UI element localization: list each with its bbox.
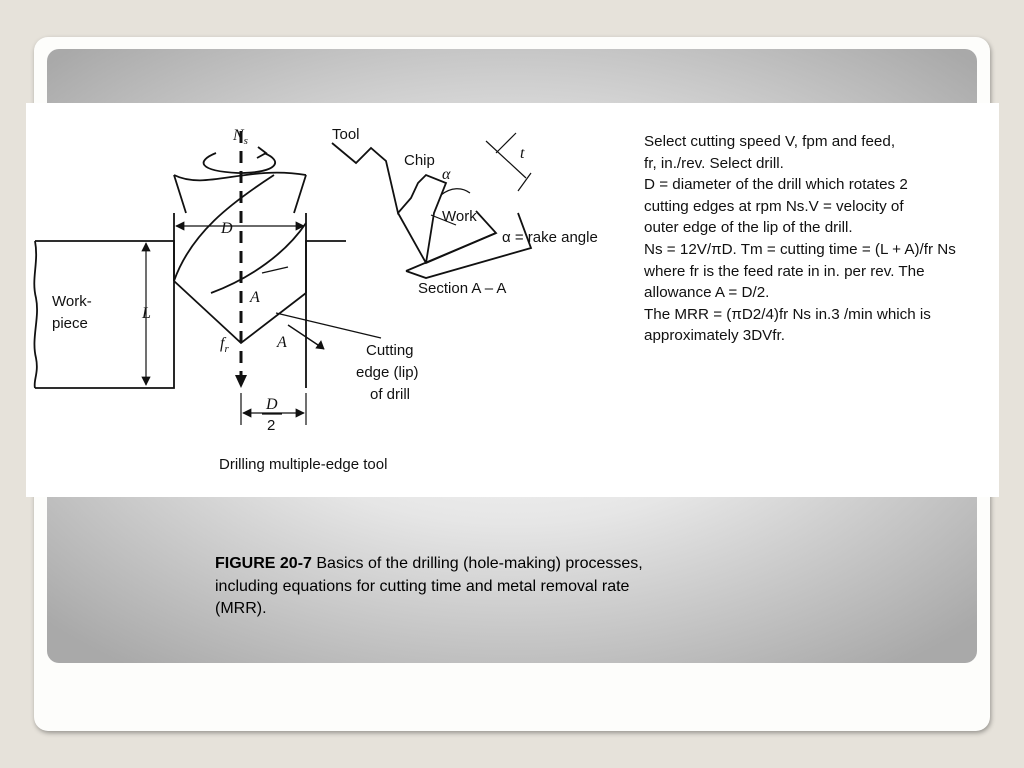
section-mark-lower: A xyxy=(277,334,287,351)
tool-label: Tool xyxy=(332,126,360,143)
feed-arrowhead xyxy=(235,375,247,388)
figure-number: FIGURE 20-7 xyxy=(215,555,312,572)
caption-text: Basics of the drilling (hole-making) processes, including equations for cutting time and metal removal rate (MRR). xyxy=(215,555,643,617)
chip-label: Chip xyxy=(404,152,435,169)
cutting-edge-label-line1: Cutting xyxy=(366,342,414,359)
rake-angle-label: α = rake angle xyxy=(502,229,598,246)
rotation-arrowhead xyxy=(257,147,266,158)
feed-label: $f_r$ xyxy=(220,335,229,355)
workpiece-break-line xyxy=(34,241,37,388)
cutting-edge-label-line3: of drill xyxy=(370,386,411,403)
depth-label: L xyxy=(142,305,151,322)
rotation-label: $N_s$ xyxy=(233,127,248,147)
description-line: Ns = 12V/πD. Tm = cutting time = (L + A)/fr Ns xyxy=(644,240,956,258)
description-line: cutting edges at rpm Ns.V = velocity of xyxy=(644,197,904,215)
description-line: approximately 3DVfr. xyxy=(644,327,785,345)
half-diameter-numerator: D xyxy=(266,396,278,413)
cutting-edge-label-line2: edge (lip) xyxy=(356,364,419,381)
thickness-label: t xyxy=(520,145,525,162)
section-label: Section A – A xyxy=(418,280,507,297)
workpiece-label-line2: piece xyxy=(52,315,88,332)
half-diameter-denominator: 2 xyxy=(267,417,276,434)
workpiece-label-line1: Work- xyxy=(52,293,92,310)
work-label: Work xyxy=(442,208,477,225)
description-line: allowance A = D/2. xyxy=(644,284,770,302)
description-line: D = diameter of the drill which rotates 2 xyxy=(644,176,908,194)
diagram-bottom-caption: Drilling multiple-edge tool xyxy=(219,456,388,473)
diameter-label: D xyxy=(221,220,233,237)
cutting-edge-leader xyxy=(276,313,381,338)
description-line: Select cutting speed V, fpm and feed, xyxy=(644,133,896,150)
description-line: fr, in./rev. Select drill. xyxy=(644,154,784,172)
section-mark-upper: A xyxy=(250,289,260,306)
section-rake-arc xyxy=(441,189,470,195)
description-text xyxy=(644,131,1004,347)
section-lines xyxy=(262,267,324,349)
figure-caption xyxy=(215,553,685,621)
description-line: The MRR = (πD2/4)fr Ns in.3 /min which is xyxy=(644,305,931,323)
workpiece-right-outline xyxy=(306,241,346,388)
description-line: outer edge of the lip of the drill. xyxy=(644,219,853,237)
alpha-label: α xyxy=(442,166,451,183)
rotation-arrow xyxy=(204,153,276,173)
description-line: where fr is the feed rate in in. per rev. The xyxy=(644,262,925,280)
section-thickness-lines xyxy=(486,133,531,191)
figure-image xyxy=(26,103,999,497)
